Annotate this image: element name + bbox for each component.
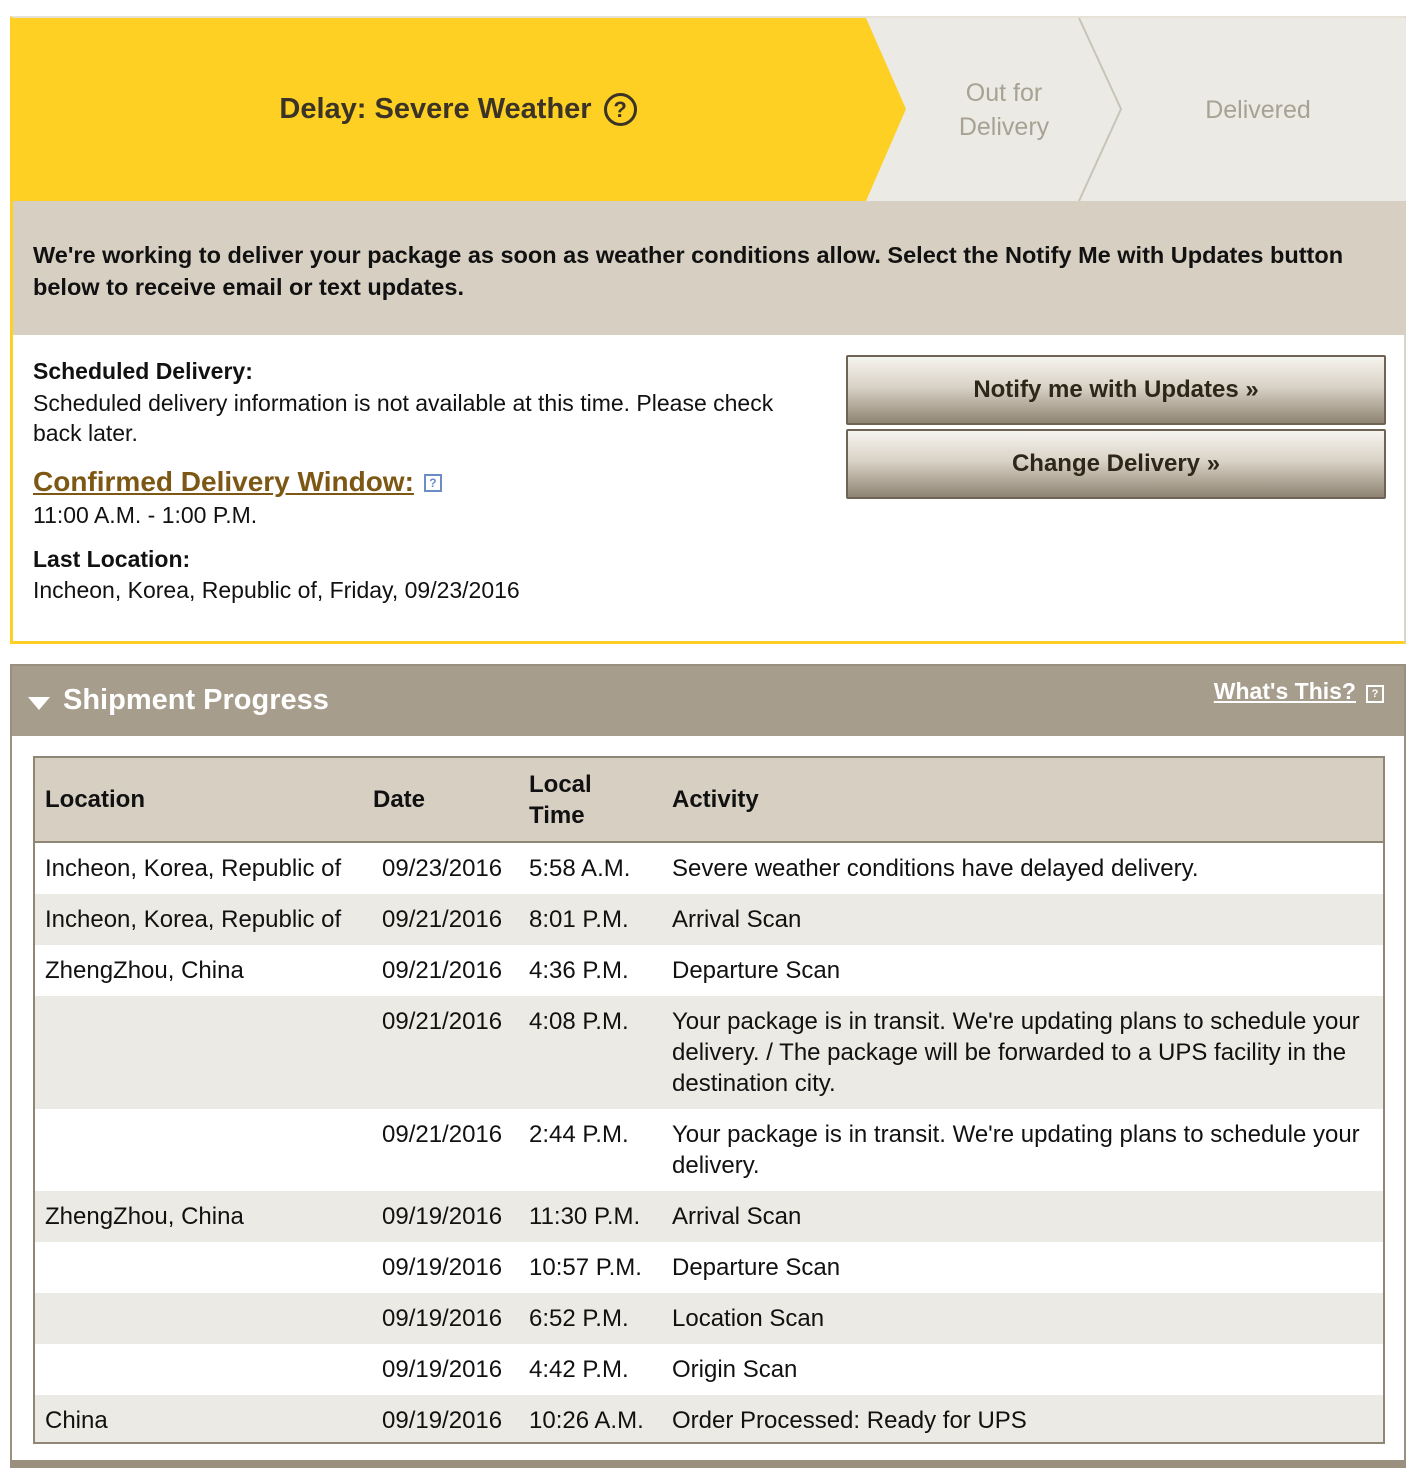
cell-date: 09/21/2016	[382, 1121, 503, 1148]
change-delivery-button[interactable]: Change Delivery »	[846, 429, 1386, 499]
cell-date: 09/21/2016	[382, 1008, 503, 1035]
confirmed-window-row	[33, 448, 823, 498]
cell-location	[35, 1344, 371, 1395]
cell-time: 10:57 P.M.	[529, 1254, 642, 1281]
cell-time: 4:36 P.M.	[529, 957, 629, 984]
cell-time: 6:52 P.M.	[529, 1305, 629, 1332]
table-row	[35, 1395, 1383, 1444]
table-row	[35, 1109, 1383, 1191]
column-header-activity: Activity	[672, 786, 759, 813]
cell-location	[35, 1242, 371, 1293]
cell-location	[35, 996, 371, 1109]
delivery-progress-tracker	[13, 18, 1406, 201]
last-location-value: Incheon, Korea, Republic of, Friday, 09/23/2016	[33, 577, 520, 603]
cell-date: 09/19/2016	[382, 1305, 503, 1332]
cell-date: 09/19/2016	[382, 1356, 503, 1383]
confirmed-window-value: 11:00 A.M. - 1:00 P.M.	[33, 502, 258, 528]
info-icon[interactable]: ?	[1366, 685, 1384, 703]
cell-activity: Order Processed: Ready for UPS	[672, 1407, 1027, 1434]
cell-time: 8:01 P.M.	[529, 906, 629, 933]
cell-date: 09/19/2016	[382, 1203, 503, 1230]
cell-location: Incheon, Korea, Republic of	[45, 855, 342, 882]
cell-time: 10:26 A.M.	[529, 1407, 644, 1434]
weather-alert-message: We're working to deliver your package as soon as weather conditions allow. Select the Notify Me with Updates button below to receive email or text updates.	[13, 201, 1406, 335]
cell-time: 4:42 P.M.	[529, 1356, 629, 1383]
shipment-progress-table	[33, 756, 1385, 1444]
table-row	[35, 894, 1383, 945]
shipment-progress-panel	[10, 664, 1406, 1468]
cell-time: 5:58 A.M.	[529, 855, 631, 882]
column-header-local-time	[519, 758, 662, 842]
cell-location	[35, 1109, 371, 1191]
scheduled-delivery-label: Scheduled Delivery:	[33, 358, 253, 384]
table-row	[35, 1344, 1383, 1395]
whats-this-link[interactable]: What's This?	[1213, 678, 1356, 704]
cell-activity: Origin Scan	[672, 1356, 798, 1383]
collapse-triangle-icon[interactable]	[28, 697, 50, 710]
column-header-date: Date	[373, 786, 426, 813]
stage-out-for-delivery	[909, 18, 1099, 201]
cell-time: 2:44 P.M.	[529, 1121, 629, 1148]
table-row	[35, 996, 1383, 1109]
confirmed-delivery-window-link[interactable]: Confirmed Delivery Window:	[33, 466, 414, 497]
shipment-progress-title: Shipment Progress	[63, 684, 329, 716]
cell-location	[35, 1293, 371, 1344]
status-card	[10, 16, 1406, 644]
stage-delivered-label: Delivered	[1205, 95, 1311, 124]
cell-date: 09/21/2016	[382, 906, 503, 933]
cell-activity: Departure Scan	[672, 1254, 841, 1281]
question-circle-icon[interactable]: ?	[604, 93, 637, 126]
table-row	[35, 1293, 1383, 1344]
cell-activity: Arrival Scan	[672, 906, 802, 933]
cell-location: ZhengZhou, China	[45, 957, 244, 984]
cell-activity: Your package is in transit. We're updating plans to schedule your delivery. / The package will be forwarded to a UPS facility in the destination city.	[672, 1008, 1360, 1097]
cell-activity: Severe weather conditions have delayed delivery.	[672, 855, 1199, 882]
table-header-row	[35, 758, 1383, 842]
cell-time: 11:30 P.M.	[529, 1203, 641, 1230]
table-row	[35, 945, 1383, 996]
cell-activity: Departure Scan	[672, 957, 841, 984]
table-row	[35, 1242, 1383, 1293]
cell-date: 09/21/2016	[382, 957, 503, 984]
cell-activity: Location Scan	[672, 1305, 825, 1332]
cell-location: Incheon, Korea, Republic of	[45, 906, 342, 933]
cell-activity: Your package is in transit. We're updating plans to schedule your delivery.	[672, 1121, 1360, 1179]
cell-location: China	[45, 1407, 108, 1434]
cell-activity: Arrival Scan	[672, 1203, 802, 1230]
cell-date: 09/19/2016	[382, 1254, 503, 1281]
cell-location: ZhengZhou, China	[45, 1203, 244, 1230]
cell-time: 4:08 P.M.	[529, 1008, 629, 1035]
table-row	[35, 842, 1383, 894]
stage-current	[13, 18, 893, 201]
stage-delivered	[1133, 18, 1383, 201]
stage-out-for-delivery-label: Out for Delivery	[958, 78, 1050, 141]
stage-current-label: Delay: Severe Weather	[279, 93, 592, 125]
cell-date: 09/19/2016	[382, 1407, 503, 1434]
last-location-label: Last Location:	[33, 546, 191, 572]
table-row	[35, 1191, 1383, 1242]
scheduled-delivery-text: Scheduled delivery information is not available at this time. Please check back later.	[33, 390, 774, 446]
column-header-local-time-label: Local Time	[529, 770, 592, 829]
cell-date: 09/23/2016	[382, 855, 503, 882]
shipment-progress-header[interactable]	[12, 666, 1404, 736]
notify-me-button[interactable]: Notify me with Updates »	[846, 355, 1386, 425]
delivery-details	[33, 358, 823, 605]
column-header-location: Location	[45, 786, 145, 813]
info-icon[interactable]: ?	[424, 474, 442, 492]
